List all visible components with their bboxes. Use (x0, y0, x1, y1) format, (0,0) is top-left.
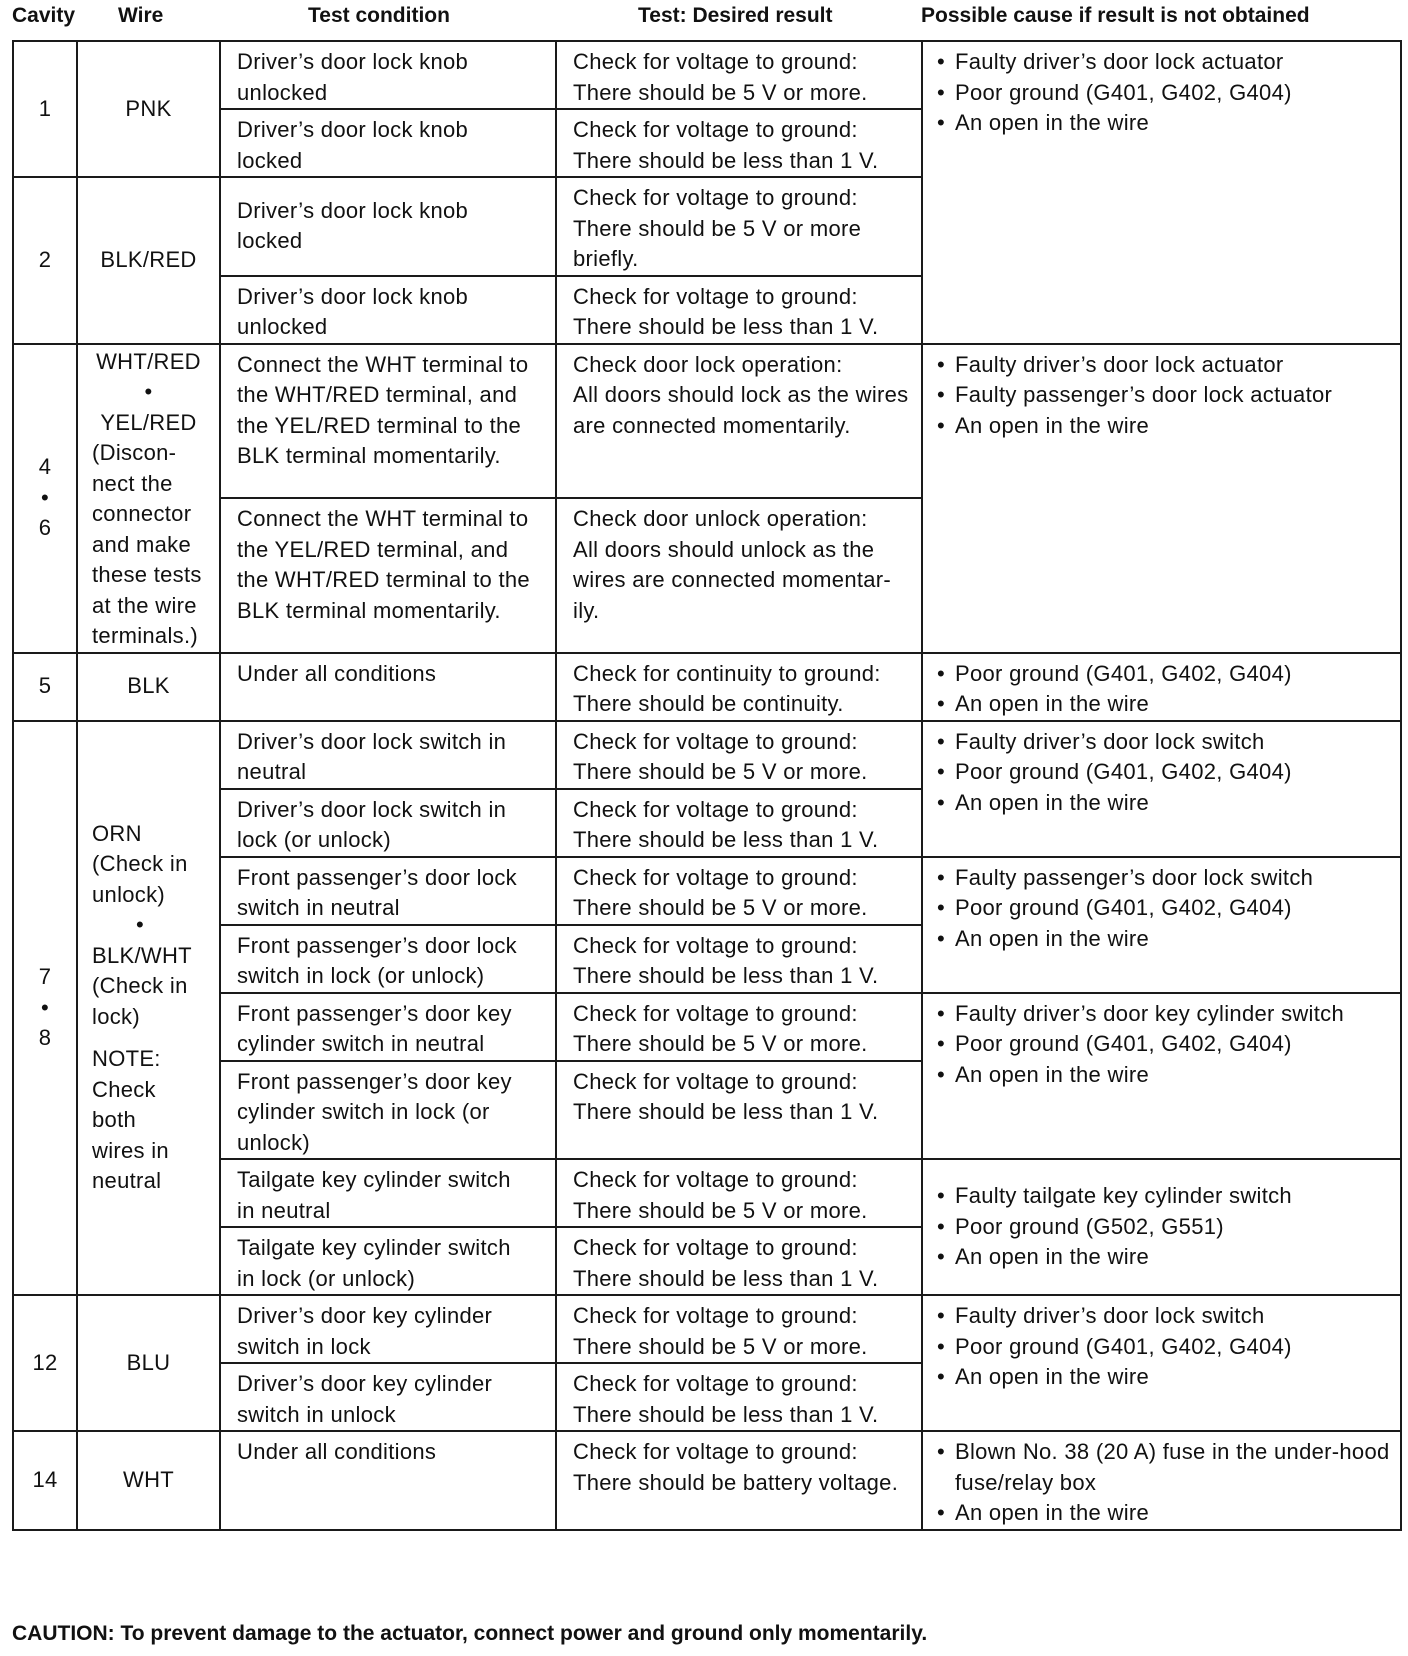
condition-line: Driver’s door lock knob (237, 117, 469, 142)
cavity-cell (13, 344, 77, 653)
wire-line: lock) (92, 1003, 140, 1029)
cause-item: • Poor ground (G502, G551) (933, 1212, 1394, 1243)
result-line: Check for voltage to ground: (573, 117, 858, 142)
result-line: There should be 5 V or more. (573, 759, 868, 784)
result-line: Check door lock operation: (573, 351, 843, 377)
wire-cell: PNK (77, 41, 220, 177)
cause-item: • Poor ground (G401, G402, G404) (933, 1029, 1394, 1060)
result-line: briefly. (573, 246, 639, 271)
result-line: are connected momentarily. (573, 412, 851, 438)
desired-result-cell (556, 721, 922, 789)
wire-line: ORN (92, 820, 142, 846)
result-line: Check door unlock operation: (573, 506, 868, 531)
cause-item: • Faulty tailgate key cylinder switch (933, 1181, 1394, 1212)
result-line: There should be less than 1 V. (573, 1099, 879, 1124)
wire-line: and make (92, 531, 192, 557)
condition-line: Front passenger’s door lock (237, 932, 517, 958)
test-condition-cell (220, 1159, 556, 1227)
cause-item: • An open in the wire (933, 108, 1394, 139)
cavity-number: 12 (32, 1349, 58, 1375)
result-line: There should be continuity. (573, 691, 844, 716)
condition-line: the WHT/RED terminal to the (237, 567, 530, 592)
caution-note: CAUTION: To prevent damage to the actuator, connect power and ground only momentarily. (12, 1622, 928, 1645)
condition-line: Front passenger’s door lock (237, 864, 517, 890)
condition-line: Driver’s door lock switch in (237, 728, 507, 754)
wire-line: nect the (92, 470, 173, 496)
table-row (13, 1431, 1401, 1530)
cause-item: • Poor ground (G401, G402, G404) (933, 757, 1394, 788)
condition-line: cylinder switch in neutral (237, 1031, 485, 1056)
condition-line: Connect the WHT terminal to (237, 351, 529, 377)
desired-result-cell (556, 177, 922, 276)
cavity-cell (13, 41, 77, 177)
possible-cause-cell (922, 993, 1401, 1160)
desired-result-cell (556, 993, 922, 1061)
desired-result-cell (556, 1159, 922, 1227)
separator-dot: • (40, 994, 49, 1020)
cavity-cell (13, 1295, 77, 1431)
test-condition-cell (220, 177, 556, 276)
cause-item: • Faulty driver’s door lock switch (933, 727, 1394, 758)
test-condition-cell (220, 653, 556, 721)
wire-cell: BLK/RED (77, 177, 220, 344)
result-line: There should be battery voltage. (573, 1469, 899, 1495)
wire-cell (77, 344, 220, 653)
cavity-cell (13, 653, 77, 721)
desired-result-cell (556, 1227, 922, 1295)
condition-line: Tailgate key cylinder switch (237, 1167, 511, 1192)
condition-line: BLK terminal momentarily. (237, 597, 501, 623)
result-line: Check for voltage to ground: (573, 1371, 858, 1396)
cause-item: • An open in the wire (933, 1498, 1394, 1529)
cause-item: • An open in the wire (933, 1060, 1394, 1091)
separator-dot: • (144, 379, 153, 404)
table-row (13, 721, 1401, 789)
result-line: Check for voltage to ground: (573, 49, 858, 74)
wire-line: these tests (92, 562, 202, 587)
cavity-number: 8 (38, 1025, 52, 1050)
desired-result-cell (556, 1363, 922, 1431)
cause-item: • Poor ground (G401, G402, G404) (933, 1332, 1394, 1363)
condition-line: cylinder switch in lock (or (237, 1099, 490, 1124)
desired-result-cell (556, 109, 922, 177)
cause-item: • Poor ground (G401, G402, G404) (933, 893, 1394, 924)
result-line: There should be 5 V or more. (573, 1333, 868, 1359)
cause-item: • An open in the wire (933, 788, 1394, 819)
condition-line: Driver’s door key cylinder (237, 1371, 493, 1396)
cavity-number: 4 (38, 454, 52, 480)
cause-item: • Faulty passenger’s door lock actuator (933, 380, 1394, 411)
cause-item: • An open in the wire (933, 411, 1394, 442)
header-cavity: Cavity (12, 4, 76, 27)
result-line: There should be 5 V or more. (573, 79, 868, 105)
condition-line: Front passenger’s door key (237, 1068, 512, 1094)
header-test-condition: Test condition (308, 4, 450, 27)
possible-cause-cell (922, 857, 1401, 993)
cause-item: • Blown No. 38 (20 A) fuse in the under-hood fuse/relay box (933, 1437, 1394, 1498)
wire-line: wires in (92, 1137, 169, 1163)
result-line: wires are connected momentar- (573, 567, 892, 592)
desired-result-cell (556, 1061, 922, 1160)
cause-item: • An open in the wire (933, 689, 1394, 720)
wire-line: Check (92, 1076, 156, 1102)
condition-line: unlocked (237, 314, 328, 339)
result-line: ily. (573, 597, 600, 623)
result-line: Check for voltage to ground: (573, 1235, 858, 1260)
cavity-number: 2 (38, 247, 52, 272)
condition-line: unlocked (237, 79, 328, 105)
result-line: There should be less than 1 V. (573, 147, 879, 173)
result-line: There should be less than 1 V. (573, 1401, 879, 1427)
table-row (13, 653, 1401, 721)
cause-item: • Poor ground (G401, G402, G404) (933, 78, 1394, 109)
separator-dot: • (136, 912, 145, 938)
cause-item: • An open in the wire (933, 1362, 1394, 1393)
test-condition-cell (220, 276, 556, 344)
result-line: There should be 5 V or more. (573, 1031, 868, 1056)
cavity-number: 5 (38, 673, 52, 699)
test-table (12, 40, 1402, 1531)
cause-item: • Poor ground (G401, G402, G404) (933, 659, 1394, 690)
test-condition-cell (220, 1227, 556, 1295)
wire-line: BLK/WHT (92, 942, 192, 968)
result-line: Check for voltage to ground: (573, 1303, 858, 1328)
wire-line: both (92, 1107, 137, 1133)
result-line: Check for voltage to ground: (573, 796, 858, 822)
wire-line: neutral (92, 1168, 162, 1194)
condition-line: Connect the WHT terminal to (237, 506, 529, 531)
wire-line: NOTE: (92, 1046, 161, 1072)
wire-line: connector (92, 501, 192, 526)
cause-item: • An open in the wire (933, 1242, 1394, 1273)
test-condition-cell (220, 1061, 556, 1160)
desired-result-cell (556, 498, 922, 653)
header-possible-cause: Possible cause if result is not obtained (921, 4, 1310, 27)
test-condition-cell (220, 498, 556, 653)
separator-dot: • (40, 484, 49, 510)
condition-line: locked (237, 147, 303, 173)
possible-cause-cell (922, 344, 1401, 653)
test-condition-cell (220, 109, 556, 177)
wire-line: YEL/RED (100, 409, 197, 435)
test-condition-cell (220, 1363, 556, 1431)
result-line: Check for voltage to ground: (573, 1167, 858, 1192)
cavity-number: 14 (32, 1467, 58, 1492)
result-line: Check for voltage to ground: (573, 185, 858, 210)
desired-result-cell (556, 1431, 922, 1530)
table-row (13, 344, 1401, 499)
test-condition-cell (220, 925, 556, 993)
test-condition-cell (220, 857, 556, 925)
result-line: Check for voltage to ground: (573, 1068, 858, 1094)
condition-line: lock (or unlock) (237, 827, 391, 852)
cavity-number: 7 (38, 964, 52, 989)
header-desired-result: Test: Desired result (638, 4, 833, 27)
result-line: Check for voltage to ground: (573, 728, 858, 754)
table-row (13, 41, 1401, 109)
wire-line: (Check in (92, 973, 188, 999)
wire-cell: BLK (77, 653, 220, 721)
cause-item: • An open in the wire (933, 924, 1394, 955)
result-line: Check for voltage to ground: (573, 864, 858, 890)
condition-line: Driver’s door lock switch in (237, 796, 507, 822)
condition-line: switch in lock (or unlock) (237, 963, 485, 988)
possible-cause-cell (922, 1159, 1401, 1295)
possible-cause-cell (922, 721, 1401, 857)
possible-cause-cell (922, 1431, 1401, 1530)
result-line: Check for voltage to ground: (573, 932, 858, 958)
wire-line: (Discon- (92, 440, 177, 465)
condition-line: neutral (237, 759, 307, 784)
condition-line: Driver’s door lock knob (237, 49, 469, 74)
table-row (13, 857, 1401, 925)
cavity-cell (13, 1431, 77, 1530)
desired-result-cell (556, 925, 922, 993)
result-line: Check for voltage to ground: (573, 1000, 858, 1026)
result-line: Check for continuity to ground: (573, 660, 881, 686)
result-line: There should be less than 1 V. (573, 827, 879, 852)
desired-result-cell (556, 789, 922, 857)
wire-line: (Check in (92, 851, 188, 877)
cavity-number: 1 (38, 95, 52, 121)
condition-line: Under all conditions (237, 1439, 437, 1464)
result-line: There should be 5 V or more (573, 215, 862, 241)
result-line: Check for voltage to ground: (573, 1439, 858, 1464)
cause-item: • Faulty driver’s door lock switch (933, 1301, 1394, 1332)
desired-result-cell (556, 653, 922, 721)
condition-line: the WHT/RED terminal, and (237, 382, 518, 407)
condition-line: Driver’s door lock knob (237, 283, 469, 309)
wire-cell: WHT (77, 1431, 220, 1530)
cavity-number: 6 (38, 515, 52, 541)
desired-result-cell (556, 344, 922, 499)
table-row (13, 1159, 1401, 1227)
result-line: All doors should unlock as the (573, 536, 875, 562)
condition-line: Tailgate key cylinder switch (237, 1235, 511, 1260)
result-line: There should be 5 V or more. (573, 895, 868, 920)
condition-line: Driver’s door lock knob (237, 197, 469, 223)
cause-item: • Faulty driver’s door lock actuator (933, 350, 1394, 381)
result-line: There should be 5 V or more. (573, 1197, 868, 1223)
test-condition-cell (220, 789, 556, 857)
result-line: There should be less than 1 V. (573, 963, 879, 988)
wire-line: at the wire (92, 592, 197, 618)
desired-result-cell (556, 41, 922, 109)
condition-line: switch in lock (237, 1333, 371, 1359)
cavity-cell (13, 177, 77, 344)
cause-item: • Faulty passenger’s door lock switch (933, 863, 1394, 894)
result-line: All doors should lock as the wires (573, 382, 909, 407)
condition-line: the YEL/RED terminal to the (237, 412, 522, 438)
condition-line: Front passenger’s door key (237, 1000, 512, 1026)
condition-line: BLK terminal momentarily. (237, 443, 501, 468)
desired-result-cell (556, 857, 922, 925)
condition-line: locked (237, 228, 303, 254)
wire-cell (77, 721, 220, 1296)
desired-result-cell (556, 276, 922, 344)
condition-line: in neutral (237, 1197, 331, 1223)
result-line: Check for voltage to ground: (573, 283, 858, 309)
header-wire: Wire (118, 4, 164, 27)
table-row (13, 993, 1401, 1061)
condition-line: the YEL/RED terminal, and (237, 536, 509, 562)
test-condition-cell (220, 721, 556, 789)
possible-cause-cell (922, 1295, 1401, 1431)
condition-line: Driver’s door key cylinder (237, 1303, 493, 1328)
wire-line: WHT/RED (96, 348, 201, 374)
test-condition-cell (220, 1431, 556, 1530)
table-row (13, 1295, 1401, 1363)
wire-line: terminals.) (92, 623, 198, 648)
condition-line: switch in unlock (237, 1401, 396, 1427)
wire-line: unlock) (92, 881, 166, 907)
condition-line: Under all conditions (237, 660, 437, 686)
possible-cause-cell (922, 653, 1401, 721)
cause-item: • Faulty driver’s door lock actuator (933, 47, 1394, 78)
test-condition-cell (220, 344, 556, 499)
condition-line: switch in neutral (237, 895, 400, 920)
condition-line: unlock) (237, 1129, 311, 1155)
condition-line: in lock (or unlock) (237, 1265, 416, 1291)
wire-cell: BLU (77, 1295, 220, 1431)
result-line: There should be less than 1 V. (573, 1265, 879, 1291)
test-condition-cell (220, 993, 556, 1061)
test-condition-cell (220, 41, 556, 109)
desired-result-cell (556, 1295, 922, 1363)
test-condition-cell (220, 1295, 556, 1363)
cavity-cell (13, 721, 77, 1296)
result-line: There should be less than 1 V. (573, 314, 879, 339)
cause-item: • Faulty driver’s door key cylinder switch (933, 999, 1394, 1030)
possible-cause-cell (922, 41, 1401, 344)
